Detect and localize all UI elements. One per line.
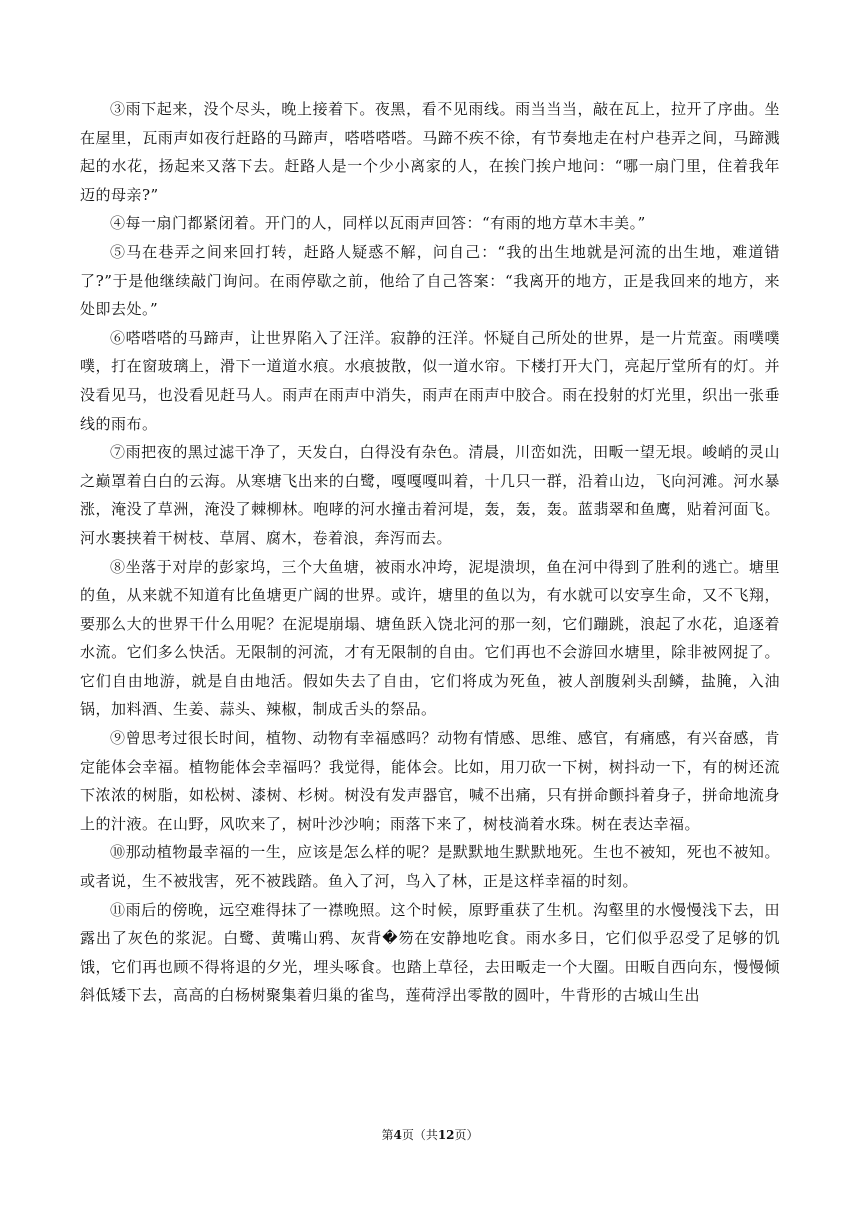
current-page-number: 4 bbox=[393, 1128, 402, 1142]
paragraph-10: ⑩那动植物最幸福的一生，应该是怎么样的呢？是默默地生默默地死。生也不被知，死也不被知。或者说，生不被戕害，死不被践踏。鱼入了河，鸟入了林，正是这样幸福的时刻。 bbox=[80, 843, 780, 891]
paragraph-11: ⑪雨后的傍晚，远空难得抹了一襟晚照。这个时候，原野重获了生机。沟壑里的水慢慢浅下去，田露出了灰色的浆泥。白鹭、黄嘴山鸦、灰背�笏在安静地吃食。雨水多日，它们似乎忍受了足够的饥饿，它们再也顾不得将退的夕光，埋头啄食。也踏上草径，去田畈走一个大圈。田畈自西向东，慢慢倾斜低矮下去，高高的白杨树聚集着归巢的雀鸟，莲荷浮出零散的圆叶，牛背形的古城山生出 bbox=[80, 900, 780, 1005]
total-page-count: 12 bbox=[437, 1128, 455, 1142]
footer-prefix: 第 bbox=[381, 1128, 394, 1142]
page-footer bbox=[0, 1126, 860, 1143]
paragraph-8: ⑧坐落于对岸的彭家坞，三个大鱼塘，被雨水冲垮，泥堤溃坝，鱼在河中得到了胜利的逃亡。塘里的鱼，从来就不知道有比鱼塘更广阔的世界。或许，塘里的鱼以为，有水就可以安享生命，又不飞翔，要那么大的世界干什么用呢？在泥堤崩塌、塘鱼跃入饶北河的那一刻，它们蹦跳，浪起了水花，追逐着水流。它们多么快活。无限制的河流，才有无限制的自由。它们再也不会游回水塘里，除非被网捉了。它们自由地游，就是自由地活。假如失去了自由，它们将成为死鱼，被人剖腹剁头刮鳞，盐腌，入油锅，加料酒、生姜、蒜头、辣椒，制成舌头的祭品。 bbox=[80, 557, 780, 719]
paragraph-3: ③雨下起来，没个尽头，晚上接着下。夜黑，看不见雨线。雨当当当，敲在瓦上，拉开了序曲。坐在屋里，瓦雨声如夜行赶路的马蹄声，嗒嗒嗒嗒。马蹄不疾不徐，有节奏地走在村户巷弄之间，马蹄溅起的水花，扬起来又落下去。赶路人是一个少小离家的人，在挨门挨户地问：“哪一扇门里，住着我年迈的母亲?” bbox=[80, 100, 780, 204]
paragraph-9: ⑨曾思考过很长时间，植物、动物有幸福感吗？动物有情感、思维、感官，有痛感，有兴奋感，肯定能体会幸福。植物能体会幸福吗？我觉得，能体会。比如，用刀砍一下树，树抖动一下，有的树还流下浓浓的树脂，如松树、漆树、杉树。树没有发声器官，喊不出痛，只有拼命颤抖着身子，拼命地流身上的汁液。在山野，风吹来了，树叶沙沙响；雨落下来了，树枝淌着水珠。树在表达幸福。 bbox=[80, 729, 780, 833]
paragraph-6: ⑥嗒嗒嗒的马蹄声，让世界陷入了汪洋。寂静的汪洋。怀疑自己所处的世界，是一片荒蛮。雨噗噗噗，打在窗玻璃上，滑下一道道水痕。水痕披散，似一道水帘。下楼打开大门，亮起厅堂所有的灯。并没看见马，也没看见赶马人。雨声在雨声中消失，雨声在雨声中胶合。雨在投射的灯光里，织出一张垂线的雨布。 bbox=[80, 328, 780, 433]
article-body bbox=[80, 95, 780, 1010]
paragraph-7: ⑦雨把夜的黑过滤干净了，天发白，白得没有杂色。清晨，川峦如洗，田畈一望无垠。峻峭的灵山之巅罩着白白的云海。从寒塘飞出来的白鹭，嘎嘎嘎叫着，十几只一群，沿着山边，飞向河滩。河水暴涨，淹没了草洲，淹没了棘柳林。咆哮的河水撞击着河堤，轰，轰，轰。蓝翡翠和鱼鹰，贴着河面飞。河水裹挟着干树枝、草屑、腐木，卷着浪，奔泻而去。 bbox=[80, 443, 780, 547]
footer-suffix: 页） bbox=[454, 1128, 479, 1142]
paragraph-4: ④每一扇门都紧闭着。开门的人，同样以瓦雨声回答：“有雨的地方草木丰美。” bbox=[110, 214, 646, 233]
footer-middle: 页（共 bbox=[401, 1128, 438, 1142]
paragraph-5: ⑤马在巷弄之间来回打转，赶路人疑惑不解，问自己：“我的出生地就是河流的出生地，难道错了?”于是他继续敲门询问。在雨停歇之前，他给了自己答案：“我离开的地方，正是我回来的地方，来处即去处。” bbox=[80, 242, 780, 319]
